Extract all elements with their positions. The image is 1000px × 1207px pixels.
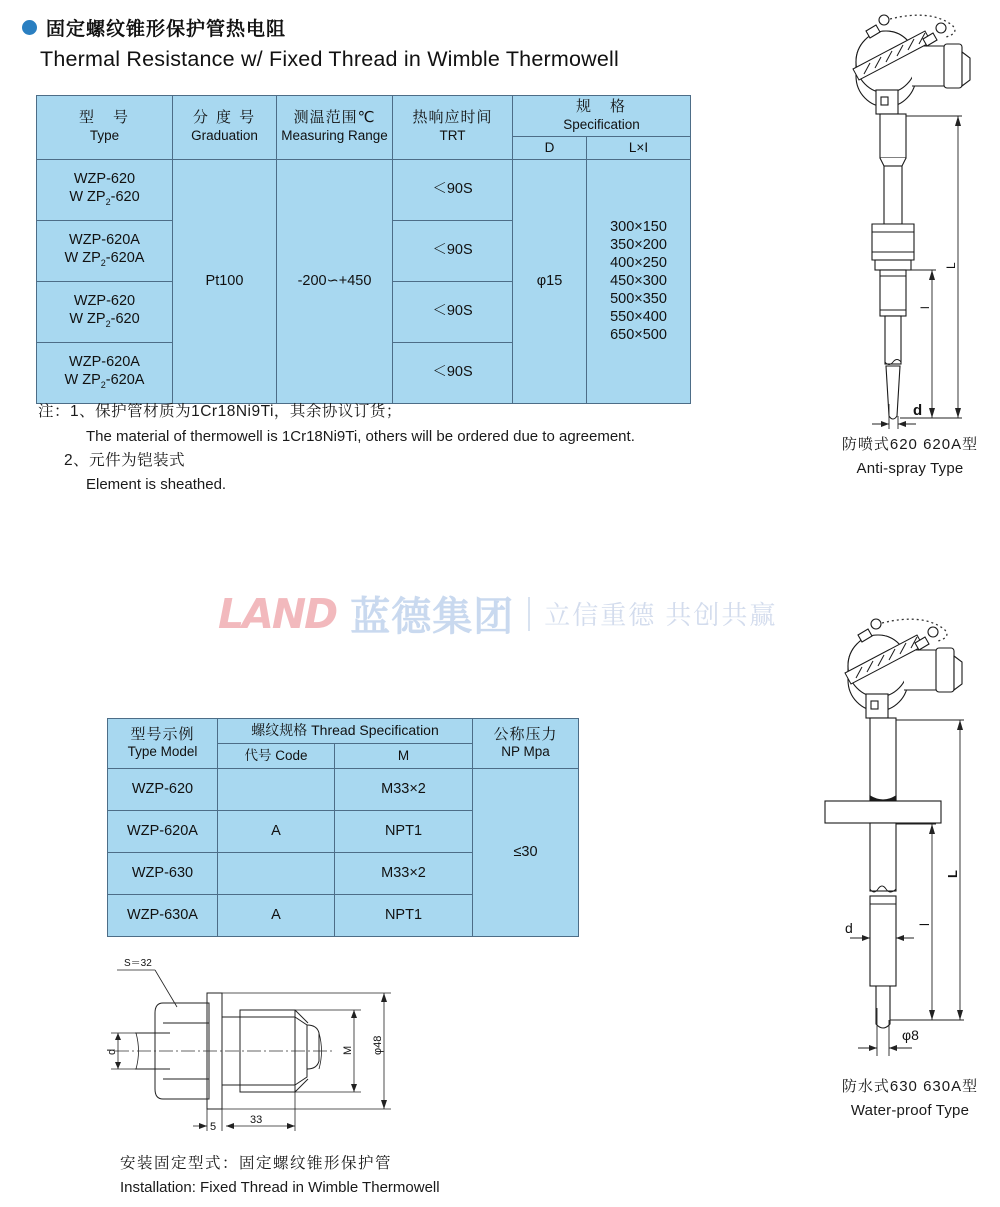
- note-2-en: Element is sheathed.: [86, 476, 227, 493]
- leader-s: [117, 970, 177, 1007]
- th-m: M: [335, 744, 473, 769]
- watermark-logo: [218, 585, 777, 642]
- cell-type-2: WZP-620A W $ZP_2-620A$: [37, 220, 173, 281]
- water-proof-svg: [820, 608, 1000, 1063]
- label-l: l: [918, 306, 932, 309]
- cell-m-2: NPT1: [335, 811, 473, 853]
- table-header-row: [37, 96, 691, 137]
- cell-type-4-line2: W $ZP_2-620A$: [64, 372, 145, 391]
- note-1-cn: 注：1、保护管材质为1Cr18Ni9Ti，其余协议订货；: [38, 403, 402, 420]
- th-d: D: [513, 136, 587, 159]
- installation-caption-cn: 安装固定型式：固定螺纹锥形保护管: [120, 1155, 393, 1172]
- label-phi8: φ8: [902, 1027, 919, 1043]
- brand-slogan: 立信重德 共创共赢: [544, 600, 778, 630]
- water-proof-caption-cn: 防水式630 630A型: [841, 1078, 979, 1095]
- anti-spray-caption: [820, 433, 1000, 481]
- thread-specification-table: [107, 718, 579, 937]
- label-s: S＝32: [124, 958, 152, 969]
- cell-trt-1: ＜90S: [393, 159, 513, 220]
- installation-caption: [120, 1152, 440, 1199]
- cell-type-3: WZP-620 W $ZP_2-620$: [37, 281, 173, 342]
- cell-graduation: Pt100: [173, 159, 277, 403]
- label-L: L: [944, 262, 958, 269]
- cell-type-3-line2: W $ZP_2-620$: [69, 311, 140, 330]
- brand-latin-text: LAND: [218, 589, 337, 638]
- th-nominal-pressure: 公称压力 NP Mpa: [473, 719, 579, 769]
- water-proof-drawing: [820, 608, 1000, 1063]
- installation-drawing-svg: [95, 945, 425, 1145]
- cell-model-4: WZP-630A: [108, 895, 218, 937]
- th-trt: 热响应时间 TRT: [393, 96, 513, 160]
- water-proof-caption: [820, 1075, 1000, 1123]
- th-specification: 规 格 Specification: [513, 96, 691, 137]
- water-proof-caption-en: Water-proof Type: [850, 1102, 970, 1119]
- label-L: L: [945, 870, 960, 878]
- cell-model-1: WZP-620: [108, 769, 218, 811]
- label-phi48: φ48: [372, 1035, 384, 1055]
- th-type-model: 型号示例 Type Model: [108, 719, 218, 769]
- table-row: [108, 769, 579, 811]
- cell-code-3: [218, 853, 335, 895]
- cell-type-2-line2: W $ZP_2-620A$: [64, 250, 145, 269]
- table-header-row: [108, 719, 579, 744]
- th-measuring-range: 测温范围℃ Measuring Range: [277, 96, 393, 160]
- dim-5: [193, 1109, 222, 1131]
- table-row: [37, 159, 691, 220]
- th-thread-spec: 螺纹规格 Thread Specification: [218, 719, 473, 744]
- anti-spray-drawing: [820, 4, 1000, 429]
- th-graduation: 分 度 号 Graduation: [173, 96, 277, 160]
- anti-spray-caption-en: Anti-spray Type: [856, 460, 964, 477]
- dim-l: [906, 270, 936, 418]
- cell-trt-4: ＜90S: [393, 342, 513, 403]
- label-d: d: [913, 402, 923, 419]
- cell-model-2: WZP-620A: [108, 811, 218, 853]
- cell-m-4: NPT1: [335, 895, 473, 937]
- cell-code-1: [218, 769, 335, 811]
- label-d: d: [106, 1048, 118, 1055]
- cell-m-1: M33×2: [335, 769, 473, 811]
- cell-type-1: WZP-620 W $ZP_2-620$: [37, 159, 173, 220]
- anti-spray-caption-cn: 防喷式620 620A型: [841, 436, 979, 453]
- cell-type-4: WZP-620A W $ZP_2-620A$: [37, 342, 173, 403]
- cell-type-1-line2: W $ZP_2-620$: [69, 189, 140, 208]
- dim-l: [896, 824, 936, 1020]
- cell-trt-2: ＜90S: [393, 220, 513, 281]
- cell-code-2: A: [218, 811, 335, 853]
- bullet-icon: [22, 20, 37, 35]
- cell-code-4: A: [218, 895, 335, 937]
- title-english: Thermal Resistance w/ Fixed Thread in Wimble Thermowell: [40, 47, 619, 71]
- dim-L: [890, 720, 964, 1020]
- cell-d: φ15: [513, 159, 587, 403]
- cell-trt-3: ＜90S: [393, 281, 513, 342]
- cell-m-3: M33×2: [335, 853, 473, 895]
- th-code: 代号 Code: [218, 744, 335, 769]
- installation-drawing: [95, 945, 425, 1145]
- cell-lxi-list: 300×150 350×200 400×250 450×300 500×350 550×400 650×500: [587, 159, 691, 403]
- label-d: d: [845, 920, 853, 936]
- notes-block: [38, 404, 828, 501]
- note-1-en: The material of thermowell is 1Cr18Ni9Ti, others will be ordered due to agreement.: [86, 427, 635, 445]
- cell-model-3: WZP-630: [108, 853, 218, 895]
- th-type: 型 号 Type: [37, 96, 173, 160]
- brand-chinese-text: 蓝德集团: [350, 595, 515, 639]
- label-l: l: [917, 923, 932, 926]
- page-title: [22, 14, 822, 72]
- label-m: M: [342, 1045, 354, 1055]
- th-lxi: L×I: [587, 136, 691, 159]
- note-2-cn: 2、元件为铠装式: [64, 451, 186, 469]
- installation-caption-en: Installation: Fixed Thread in Wimble Thermowell: [120, 1179, 440, 1197]
- specification-table: [36, 95, 691, 404]
- title-chinese: 固定螺纹锥形保护管热电阻: [46, 19, 287, 40]
- label-33: 33: [250, 1114, 263, 1126]
- label-5: 5: [210, 1121, 217, 1133]
- cell-nominal-pressure: ≤30: [473, 769, 579, 937]
- cell-measuring-range: -200∽+450: [277, 159, 393, 403]
- divider: [528, 597, 530, 631]
- anti-spray-svg: [820, 4, 1000, 429]
